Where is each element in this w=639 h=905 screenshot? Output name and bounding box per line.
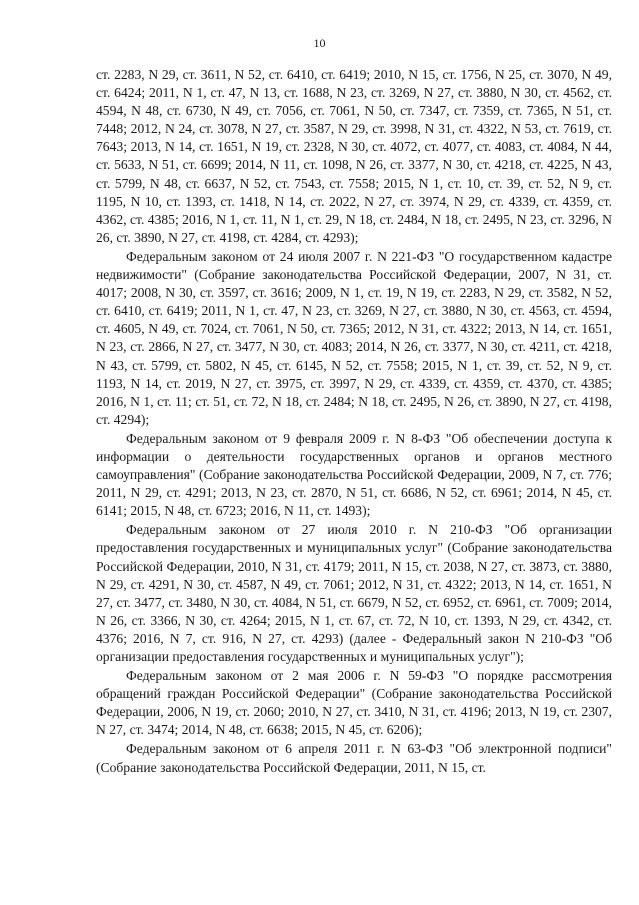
- paragraph-law-63-fz: Федеральным законом от 6 апреля 2011 г. N 63-ФЗ "Об электронной подписи" (Собрание законодательства Российской Федерации, 2011, N 15, ст.: [96, 741, 612, 775]
- paragraph-continuation: ст. 2283, N 29, ст. 3611, N 52, ст. 6410, ст. 6419; 2010, N 15, ст. 1756, N 25, ст. 3070, N 49, ст. 6424; 2011, N 1, ст. 47, N 13, ст. 1688, N 23, ст. 3269, N 27, ст. 3880, N 30, ст. 4562, ст. 4594, N 48, ст. 6730, N 49, ст. 7056, ст. 7061, N 50, ст. 7347, ст. 7359, ст. 7365, N 51, ст. 7448; 2012, N 24, ст. 3078, N 27, ст. 3587, N 29, ст. 3998, N 31, ст. 4322, N 53, ст. 7619, ст. 7643; 2013, N 14, ст. 1651, N 19, ст. 2328, N 30, ст. 4072, ст. 4077, ст. 4083, ст. 4084, N 44, ст. 5633, N 51, ст. 6699; 2014, N 11, ст. 1098, N 26, ст. 3377, N 30, ст. 4218, ст. 4225, N 43, ст. 5799, N 48, ст. 6637, N 52, ст. 7543, ст. 7558; 2015, N 1, ст. 10, ст. 39, ст. 52, N 9, ст. 1195, N 10, ст. 1393, ст. 1418, N 14, ст. 2022, N 27, ст. 3974, N 29, ст. 4339, ст. 4359, ст. 4362, ст. 4385; 2016, N 1, ст. 11, N 1, ст. 29, N 18, ст. 2484, N 18, ст. 2495, N 23, ст. 3296, N 26, ст. 3890, N 27, ст. 4198, ст. 4284, ст. 4293);: [96, 67, 612, 245]
- page-number: 10: [313, 36, 326, 50]
- paragraph-law-8-fz: Федеральным законом от 9 февраля 2009 г. N 8-ФЗ "Об обеспечении доступа к информации о деятельности государственных органов и органов местного самоуправления" (Собрание законодательства Российской Федерации, 2009, N 7, ст. 776; 2011, N 29, ст. 4291; 2013, N 23, ст. 2870, N 51, ст. 6686, N 52, ст. 6961; 2014, N 45, ст. 6141; 2015, N 48, ст. 6723; 2016, N 11, ст. 1493);: [96, 430, 612, 519]
- paragraph-law-221-fz: Федеральным законом от 24 июля 2007 г. N 221-ФЗ "О государственном кадастре недвижимости" (Собрание законодательства Российской Федерации, 2007, N 31, ст. 4017; 2008, N 30, ст. 3597, ст. 3616; 2009, N 1, ст. 19, N 19, ст. 2283, N 29, ст. 3582, N 52, ст. 6410, ст. 6419; 2011, N 1, ст. 47, N 23, ст. 3269, N 27, ст. 3880, N 30, ст. 4563, ст. 4594, ст. 4605, N 49, ст. 7024, ст. 7061, N 50, ст. 7365; 2012, N 31, ст. 4322; 2013, N 14, ст. 1651, N 23, ст. 2866, N 27, ст. 3477, N 30, ст. 4083; 2014, N 26, ст. 3377, N 30, ст. 4211, ст. 4218, N 43, ст. 5799, ст. 5802, N 45, ст. 6145, N 52, ст. 7558; 2015, N 1, ст. 39, ст. 52, N 9, ст. 1193, N 14, ст. 2019, N 27, ст. 3975, ст. 3997, N 29, ст. 4339, ст. 4359, ст. 4370, ст. 4385; 2016, N 1, ст. 11; ст. 51, ст. 72, N 18, ст. 2484; N 18, ст. 2495, N 26, ст. 3890, N 27, ст. 4198, ст. 4294);: [96, 248, 612, 427]
- page-content: [96, 66, 612, 777]
- paragraph-law-59-fz: Федеральным законом от 2 мая 2006 г. N 59-ФЗ "О порядке рассмотрения обращений граждан Российской Федерации" (Собрание законодательства Российской Федерации, 2006, N 19, ст. 2060; 2010, N 27, ст. 3410, N 31, ст. 4196; 2013, N 19, ст. 2307, N 27, ст. 3474; 2014, N 48, ст. 6638; 2015, N 45, ст. 6206);: [96, 668, 612, 738]
- paragraph-law-210-fz: Федеральным законом от 27 июля 2010 г. N 210-ФЗ "Об организации предоставления государственных и муниципальных услуг" (Собрание законодательства Российской Федерации, 2010, N 31, ст. 4179; 2011, N 15, ст. 2038, N 27, ст. 3873, ст. 3880, N 29, ст. 4291, N 30, ст. 4587, N 49, ст. 7061; 2012, N 31, ст. 4322; 2013, N 14, ст. 1651, N 27, ст. 3477, ст. 3480, N 30, ст. 4084, N 51, ст. 6679, N 52, ст. 6952, ст. 6961, ст. 7009; 2014, N 26, ст. 3366, N 30, ст. 4264; 2015, N 1, ст. 67, ст. 72, N 10, ст. 1393, N 29, ст. 4342, ст. 4376; 2016, N 7, ст. 916, N 27, ст. 4293) (далее - Федеральный закон N 210-ФЗ "Об организации предоставления государственных и муниципальных услуг");: [96, 522, 612, 664]
